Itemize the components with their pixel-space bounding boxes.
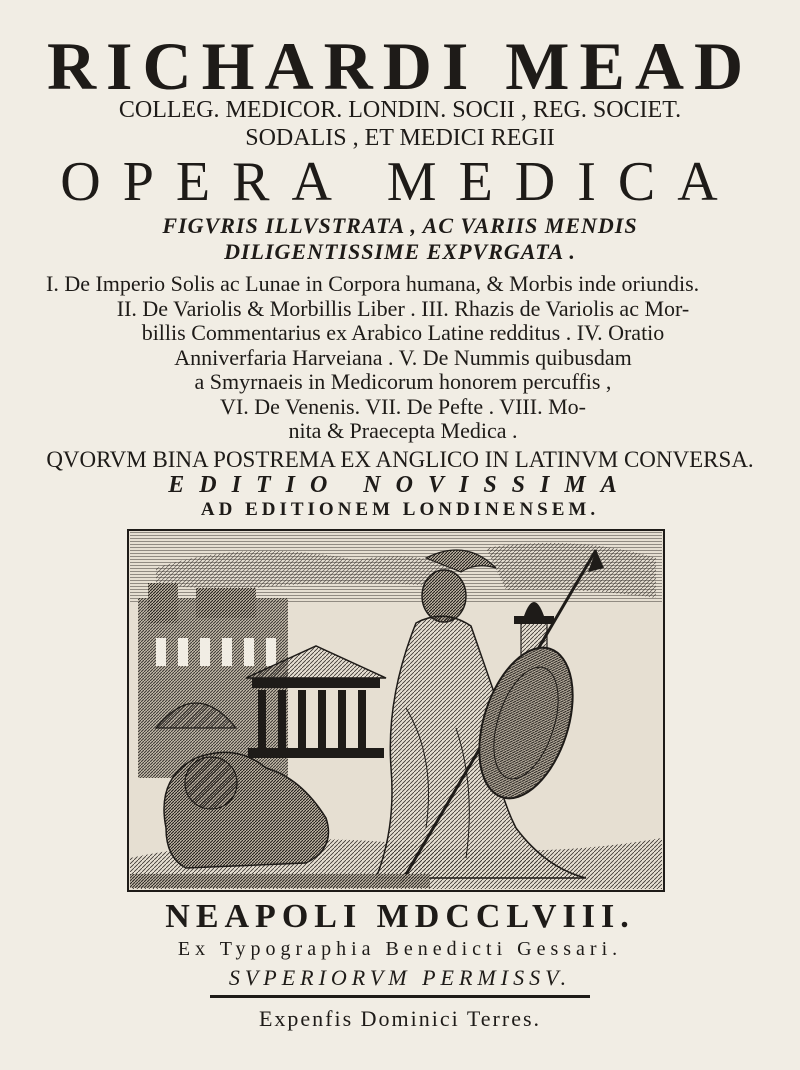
superiorum-permissu: SVPERIORVM PERMISSV. [228, 965, 572, 990]
contents-line: VI. De Venenis. VII. De Pefte . VIII. Mo- [220, 393, 586, 419]
minerva-vignette [126, 528, 666, 893]
contents-line: II. De Variolis & Morbillis Liber . III. Rhazis de Variolis ac Mor- [116, 295, 690, 321]
quorum-line: QVORVM BINA POSTREMA EX ANGLICO IN LATINVM CONVERSA. [46, 447, 754, 472]
edition-line: EDITIO NOVISSIMA [168, 472, 632, 498]
typographer-line: Ex Typographia Benedicti Gessari. [177, 938, 623, 960]
main-title: OPERA MEDICA [60, 151, 740, 213]
contents-line: nita & Praecepta Medica . [288, 418, 518, 443]
contents-list [38, 272, 768, 444]
figures-line-2: DILIGENTISSIME EXPVRGATA . [224, 239, 576, 264]
imprint-place-year: NEAPOLI MDCCLVIII. [165, 898, 635, 935]
author-name: RICHARDI MEAD [46, 28, 754, 104]
figures-line-1: FIGVRIS ILLVSTRATA , AC VARIIS MENDIS [162, 213, 638, 238]
contents-line: billis Commentarius ex Arabico Latine redditus . IV. Oratio [141, 320, 665, 345]
ad-editionem-line: AD EDITIONEM LONDINENSEM. [200, 499, 600, 520]
expensis-line: Expenfis Dominici Terres. [258, 1006, 542, 1031]
society-line-2: SODALIS , ET MEDICI REGII [245, 125, 555, 151]
society-line-1: COLLEG. MEDICOR. LONDIN. SOCII , REG. SOCIET. [118, 97, 682, 123]
divider-rule [210, 995, 590, 998]
contents-line: Anniverfaria Harveiana . V. De Nummis quibusdam [174, 344, 632, 370]
contents-line: I. De Imperio Solis ac Lunae in Corpora humana, & Morbis inde oriundis. [46, 271, 700, 296]
contents-line: a Smyrnaeis in Medicorum honorem percuffis , [194, 369, 612, 394]
